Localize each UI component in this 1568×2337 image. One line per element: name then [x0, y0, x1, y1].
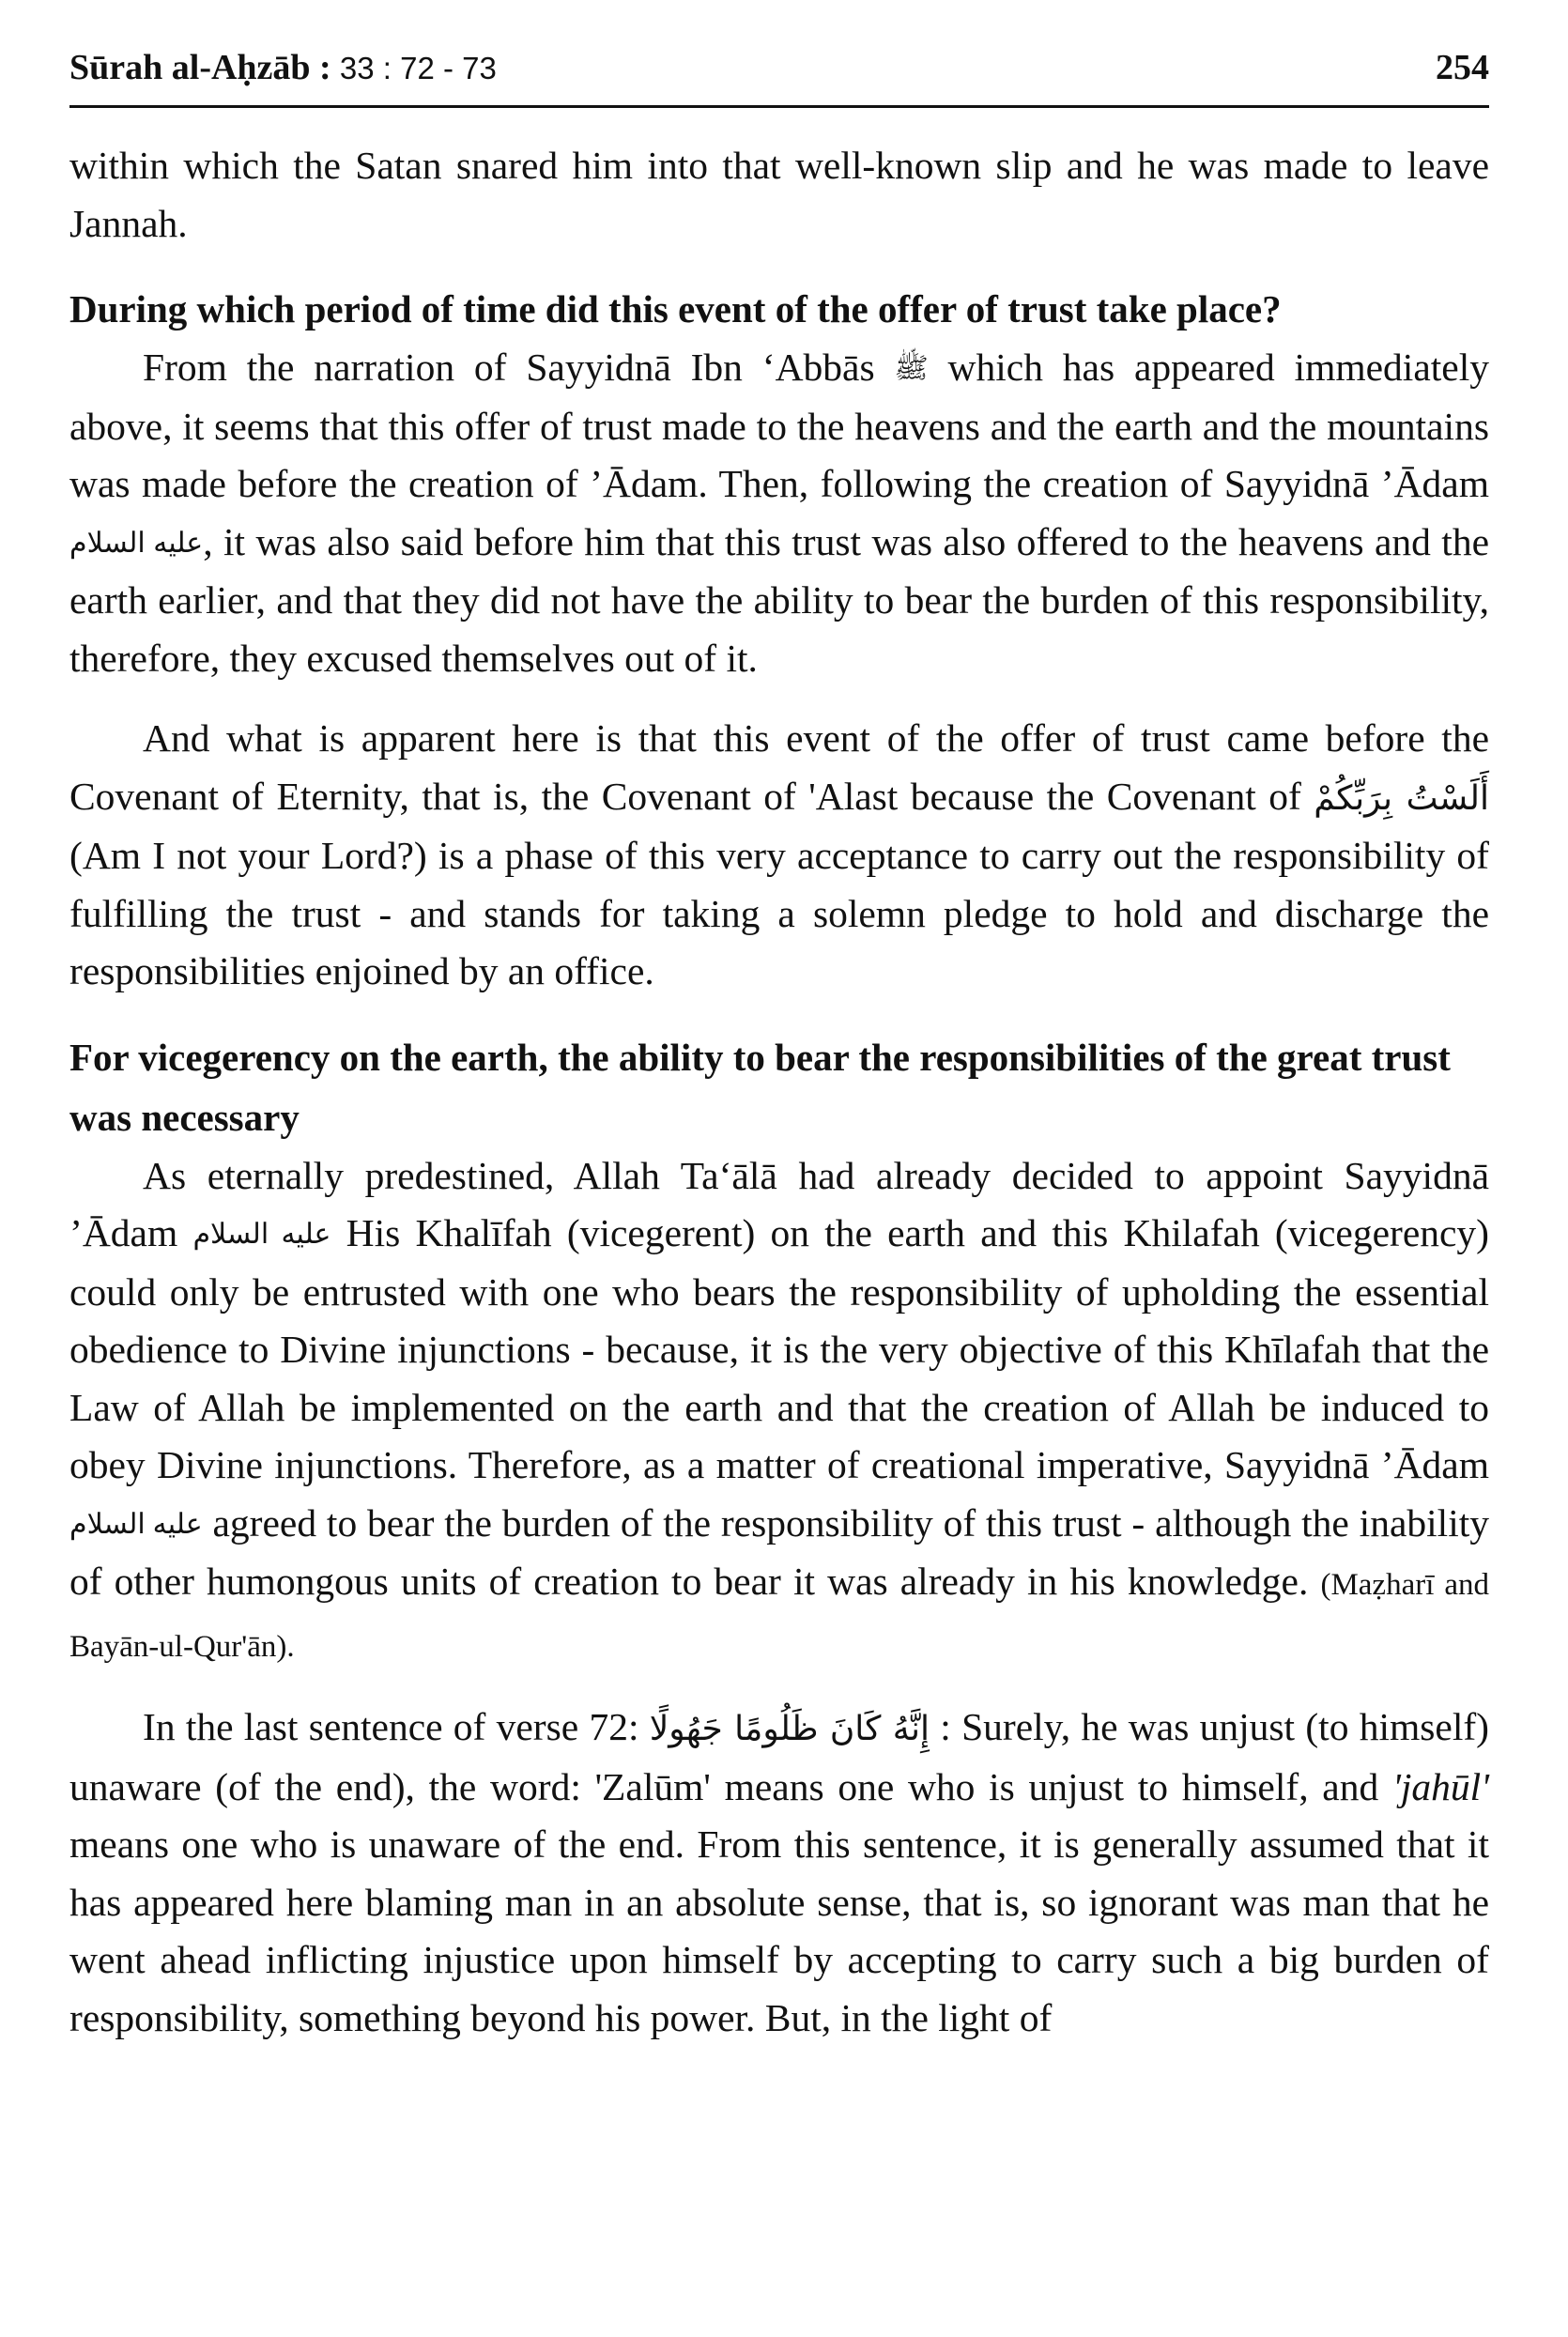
- text-run: which has appeared immediately above, it seems that this offer of trust made to the heavens and the earth and the mountains was made before the creation of ’Ādam. Then, following the creation of Sayyidnā ’Ādam: [69, 346, 1489, 505]
- citation: (Maẓharī and Bayān-ul-Qur'ān).: [69, 1568, 1490, 1664]
- honorific-glyph: عليه السلام: [192, 1219, 331, 1250]
- paragraph-trust-period: [69, 339, 1489, 687]
- verse-reference: 33 : 72 - 73: [331, 51, 497, 85]
- italic-term: 'jahūl': [1391, 1764, 1489, 1808]
- text-run: , it was also said before him that this trust was also offered to the heavens and the earth earlier, and that they did not have the ability to bear the burden of this responsibility, therefore, they excused themselves out of it.: [69, 519, 1489, 680]
- surah-title: Sūrah al-Aḥzāb :: [69, 48, 331, 87]
- page-number: 254: [1436, 48, 1489, 87]
- page-body: [69, 137, 1489, 2047]
- honorific-glyph: عليه السلام: [69, 527, 204, 559]
- honorific-glyph: ﷺ: [894, 353, 929, 384]
- paragraph-vicegerency: [69, 1147, 1489, 1677]
- text-run: His Khalīfah (vicegerent) on the earth and this Khilafah (vicegerency) could only be entrusted with one who bears the responsibility of upholding the essential obedience to Divine injunctions - because, it is the very objective of this Khīlafah that the Law of Allah be implemented on the earth and that the creation of Allah be induced to obey Divine injunctions. Therefore, as a matter of creational imperative, Sayyidnā ’Ādam: [69, 1211, 1489, 1486]
- paragraph-covenant: [69, 710, 1489, 1001]
- running-title: [69, 47, 497, 88]
- text-run: means one who is unaware of the end. From this sentence, it is generally assumed that it has appeared here blaming man in an absolute sense, that is, so ignorant was man that he went ahead inflicting injustice upon himself by accepting to carry such a big burden of responsibility, something beyond his power. But, in the light of: [69, 1822, 1489, 2039]
- section-heading-vicegerency: For vicegerency on the earth, the ability to bear the responsibilities of the great trust was necessary: [69, 1035, 1451, 1139]
- text-run: (Am I not your Lord?) is a phase of this very acceptance to carry out the responsibility of fulfilling the trust - and stands for taking a solemn pledge to hold and discharge the responsibilities enjoined by an office.: [69, 834, 1489, 992]
- honorific-glyph: عليه السلام: [69, 1508, 203, 1540]
- page-header: [69, 41, 1489, 108]
- paragraph-continuation: within which the Satan snared him into that well-known slip and he was made to leave Jannah.: [69, 144, 1489, 245]
- text-run: : Surely, he was unjust (to himself) unaware (of the end), the word: 'Zalūm' means one who is unjust to himself, and: [69, 1705, 1490, 1808]
- text-run: As eternally predestined, Allah Ta‘ālā had already decided to appoint Sayyidnā ’Ādam: [69, 1153, 1489, 1254]
- text-run: In the last sentence of verse 72:: [143, 1705, 650, 1748]
- arabic-quote: أَلَسْتُ بِرَبِّكُمْ: [1314, 778, 1490, 818]
- paragraph-verse-72: [69, 1699, 1489, 2047]
- text-run: From the narration of Sayyidnā Ibn ‘Abbās: [143, 346, 895, 389]
- text-run: agreed to bear the burden of the responsibility of this trust - although the inability of other humongous units of creation to bear it was already in his knowledge.: [69, 1500, 1490, 1603]
- section-heading-trust-period: During which period of time did this event of the offer of trust take place?: [69, 287, 1282, 331]
- arabic-quote: إِنَّهُ كَانَ ظَلُومًا جَهُولًا: [649, 1710, 930, 1748]
- text-run: And what is apparent here is that this event of the offer of trust came before the Covenant of Eternity, that is, the Covenant of 'Alast because the Covenant of: [69, 716, 1489, 818]
